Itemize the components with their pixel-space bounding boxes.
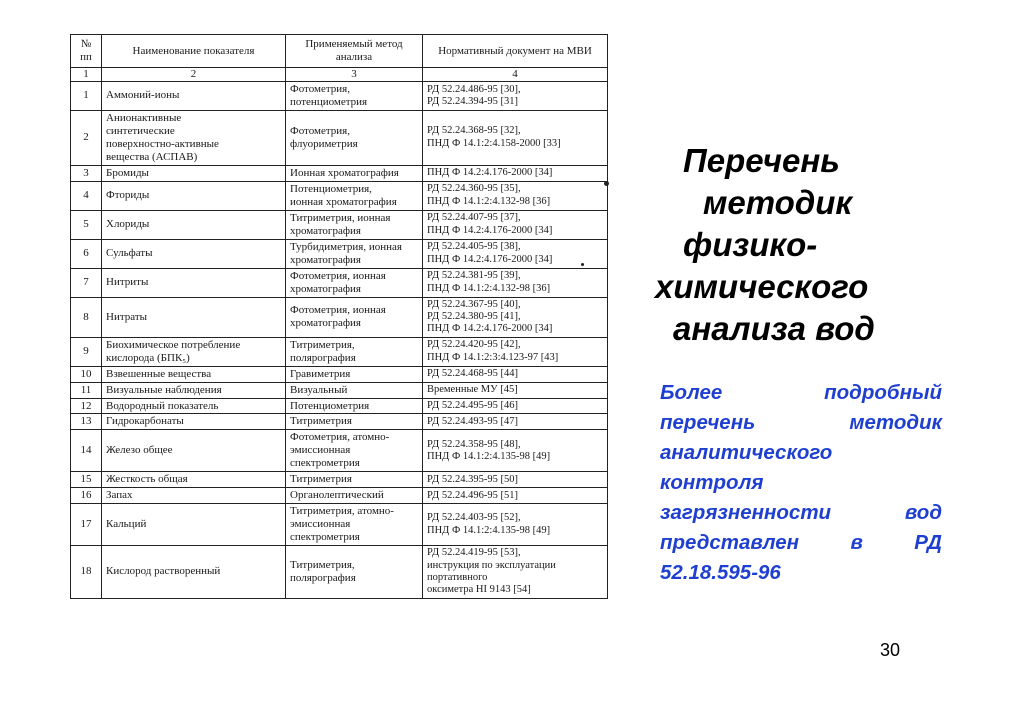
document-cell-line: РД 52.24.381-95 [39], — [427, 270, 521, 282]
method-cell-line: Титриметрия — [290, 473, 352, 486]
method-cell — [286, 504, 423, 546]
row-number: 10 — [71, 366, 102, 382]
note-line — [660, 408, 942, 438]
document-cell-line: РД 52.24.468-95 [44] — [427, 367, 518, 379]
document-cell-line: ПНД Ф 14.1:2:4.132-98 [36] — [427, 282, 551, 294]
document-cell — [423, 165, 608, 181]
method-cell-line: Фотометрия, ионная — [290, 269, 386, 282]
note-word: подробный — [824, 381, 942, 404]
document-cell-line: РД 52.24.496-95 [51] — [427, 489, 518, 501]
method-cell-line: Визуальный — [290, 383, 348, 396]
scan-speck — [581, 263, 584, 266]
document-cell-line: РД 52.24.419-95 [53], — [427, 547, 521, 559]
method-cell-line: хроматография — [290, 224, 361, 237]
indicator-cell-line: Визуальные наблюдения — [106, 383, 222, 396]
method-cell-line: Органолептический — [290, 489, 384, 502]
indicator-cell-line: Биохимическое потребление — [106, 338, 241, 351]
table-row — [71, 268, 608, 297]
header-method: Применяемый метод анализа — [286, 35, 423, 68]
method-cell — [286, 110, 423, 165]
header-num: № пп — [71, 35, 102, 68]
indicator-cell — [102, 366, 286, 382]
indicator-cell — [102, 268, 286, 297]
document-cell — [423, 382, 608, 398]
document-cell-line: РД 52.24.495-95 [46] — [427, 399, 518, 411]
document-cell-line: РД 52.24.358-95 [48], — [427, 438, 521, 450]
method-cell-line: Титриметрия, — [290, 558, 355, 571]
indicator-cell-line: Железо общее — [106, 444, 173, 457]
document-cell — [423, 210, 608, 239]
table-row — [71, 472, 608, 488]
document-cell-line: РД 52.24.493-95 [47] — [427, 415, 518, 427]
method-cell — [286, 337, 423, 366]
method-cell-line: Потенциометрия — [290, 399, 370, 412]
document-cell-line: ПНД Ф 14.1:2:4.135-98 [49] — [427, 524, 551, 536]
table-row — [71, 81, 608, 110]
indicator-cell-line: кислорода (БПК₅) — [106, 351, 190, 364]
method-cell-line: Титриметрия, — [290, 338, 355, 351]
slide-title — [655, 140, 945, 350]
table-row — [71, 414, 608, 430]
document-cell — [423, 546, 608, 599]
document-cell-line: РД 52.24.360-95 [35], — [427, 183, 521, 195]
document-cell — [423, 297, 608, 337]
document-cell — [423, 366, 608, 382]
method-cell — [286, 382, 423, 398]
row-number: 2 — [71, 110, 102, 165]
method-cell-line: ионная хроматография — [290, 195, 397, 208]
row-number: 6 — [71, 239, 102, 268]
note-word: аналитического — [660, 441, 833, 464]
method-cell — [286, 210, 423, 239]
indicator-cell — [102, 382, 286, 398]
table-row — [71, 430, 608, 472]
indicator-cell — [102, 81, 286, 110]
method-cell-line: Фотометрия, атомно- — [290, 431, 390, 444]
method-cell-line: Титриметрия, ионная — [290, 211, 391, 224]
table-body — [71, 81, 608, 598]
document-cell-line: ПНД Ф 14.1:2:4.158-2000 [33] — [427, 137, 561, 149]
row-number: 3 — [71, 165, 102, 181]
document-cell — [423, 110, 608, 165]
method-cell-line: Гравиметрия — [290, 367, 351, 380]
table-row — [71, 366, 608, 382]
row-number: 1 — [71, 81, 102, 110]
document-cell-line: РД 52.24.395-95 [50] — [427, 473, 518, 485]
indicator-cell-line: Кислород растворенный — [106, 565, 221, 578]
indicator-cell-line: Сульфаты — [106, 247, 153, 260]
table-row — [71, 239, 608, 268]
index-cell: 2 — [102, 68, 286, 82]
method-cell — [286, 472, 423, 488]
method-cell — [286, 165, 423, 181]
row-number: 17 — [71, 504, 102, 546]
indicator-cell — [102, 546, 286, 599]
row-number: 14 — [71, 430, 102, 472]
document-cell-line: РД 52.24.367-95 [40], — [427, 298, 521, 310]
indicator-cell-line: синтетические — [106, 124, 175, 137]
row-number: 12 — [71, 398, 102, 414]
indicator-cell — [102, 472, 286, 488]
method-cell — [286, 488, 423, 504]
method-cell — [286, 398, 423, 414]
indicator-cell-line: Взвешенные вещества — [106, 367, 212, 380]
indicator-cell — [102, 297, 286, 337]
indicator-cell-line: Нитриты — [106, 276, 149, 289]
method-cell-line: хроматография — [290, 253, 361, 266]
indicator-cell-line: поверхностно-активные — [106, 137, 219, 150]
document-cell-line: портативного — [427, 571, 488, 583]
document-cell-line: инструкция по эксплуатации — [427, 559, 556, 571]
row-number: 15 — [71, 472, 102, 488]
page-number: 30 — [880, 640, 901, 660]
method-cell-line: Титриметрия — [290, 415, 352, 428]
table-row — [71, 382, 608, 398]
method-cell-line: Фотометрия, — [290, 124, 350, 137]
note-line — [660, 498, 942, 528]
title-line: физико- — [683, 226, 818, 263]
indicator-cell — [102, 181, 286, 210]
method-cell-line: хроматография — [290, 317, 361, 330]
indicator-cell — [102, 239, 286, 268]
method-cell — [286, 297, 423, 337]
reference-note — [660, 378, 942, 588]
indicator-cell — [102, 398, 286, 414]
document-cell-line: РД 52.24.403-95 [52], — [427, 512, 521, 524]
method-cell-line: Фотометрия, — [290, 82, 350, 95]
index-cell: 3 — [286, 68, 423, 82]
table-row — [71, 165, 608, 181]
method-cell-line: флуориметрия — [290, 137, 358, 150]
note-line — [660, 378, 942, 408]
indicator-cell — [102, 337, 286, 366]
title-line: Перечень — [683, 142, 840, 179]
note-line — [660, 528, 942, 558]
document-cell — [423, 239, 608, 268]
document-cell-line: ПНД Ф 14.2:4.176-2000 [34] — [427, 167, 553, 179]
indicator-cell-line: Хлориды — [106, 218, 150, 231]
note-word: перечень — [660, 411, 756, 434]
document-cell-line: РД 52.24.407-95 [37], — [427, 212, 521, 224]
note-line — [660, 438, 942, 468]
indicator-cell-line: Нитраты — [106, 310, 148, 323]
document-cell — [423, 488, 608, 504]
indicator-cell — [102, 414, 286, 430]
note-word: загрязненности — [660, 501, 832, 524]
indicator-cell — [102, 504, 286, 546]
method-cell-line: хроматография — [290, 282, 361, 295]
method-cell-line: Турбидиметрия, ионная — [290, 240, 402, 253]
indicator-cell-line: Фториды — [106, 189, 150, 202]
note-word: Более — [660, 381, 723, 404]
title-line: анализа вод — [673, 310, 875, 347]
method-cell — [286, 430, 423, 472]
method-cell-line: Потенциометрия, — [290, 182, 372, 195]
method-cell — [286, 414, 423, 430]
document-cell — [423, 472, 608, 488]
document-cell — [423, 430, 608, 472]
document-cell-line: оксиметра HI 9143 [54] — [427, 584, 531, 596]
scanned-methods-table — [70, 34, 610, 634]
row-number: 9 — [71, 337, 102, 366]
document-cell — [423, 398, 608, 414]
title-line: методик — [703, 184, 853, 221]
document-cell-line: РД 52.24.405-95 [38], — [427, 241, 521, 253]
row-number: 8 — [71, 297, 102, 337]
note-word: методик — [849, 411, 942, 434]
note-word: в — [850, 531, 863, 554]
table-row — [71, 181, 608, 210]
table-row — [71, 398, 608, 414]
document-cell-line: РД 52.24.486-95 [30], — [427, 83, 521, 95]
note-word: РД — [914, 531, 942, 554]
method-cell-line: эмиссионная — [290, 518, 351, 531]
indicator-cell-line: вещества (АСПАВ) — [106, 150, 198, 163]
method-cell — [286, 81, 423, 110]
indicator-cell-line: Водородный показатель — [106, 399, 219, 412]
document-cell-line: РД 52.24.420-95 [42], — [427, 339, 521, 351]
note-word: контроля — [660, 471, 764, 494]
method-cell — [286, 366, 423, 382]
method-cell-line: полярография — [290, 351, 356, 364]
indicator-cell — [102, 165, 286, 181]
indicator-cell — [102, 110, 286, 165]
table-row — [71, 210, 608, 239]
indicator-cell-line: Кальций — [106, 518, 147, 531]
scan-speck — [604, 181, 609, 186]
indicator-cell-line: Жесткость общая — [106, 473, 188, 486]
indicator-cell-line: Бромиды — [106, 166, 149, 179]
document-cell — [423, 81, 608, 110]
document-cell — [423, 414, 608, 430]
document-cell — [423, 504, 608, 546]
indicator-cell — [102, 488, 286, 504]
method-cell-line: полярография — [290, 571, 356, 584]
title-line: химического — [655, 268, 869, 305]
methods-table — [70, 34, 608, 599]
method-cell-line: Титриметрия, атомно- — [290, 505, 394, 518]
document-cell-line: ПНД Ф 14.1:2:4.132-98 [36] — [427, 195, 551, 207]
indicator-cell-line: Аммоний-ионы — [106, 89, 180, 102]
row-number: 18 — [71, 546, 102, 599]
document-cell-line: РД 52.24.394-95 [31] — [427, 95, 518, 107]
method-cell-line: Ионная хроматография — [290, 166, 399, 179]
document-cell-line: ПНД Ф 14.2:4.176-2000 [34] — [427, 253, 553, 265]
note-line — [660, 558, 942, 588]
document-cell-line: Временные МУ [45] — [427, 383, 518, 395]
note-word: представлен — [660, 531, 800, 554]
indicator-cell-line: Гидрокарбонаты — [106, 415, 184, 428]
row-number: 4 — [71, 181, 102, 210]
method-cell-line: спектрометрия — [290, 457, 360, 470]
table-row — [71, 337, 608, 366]
document-cell-line: РД 52.24.368-95 [32], — [427, 125, 521, 137]
document-cell — [423, 337, 608, 366]
method-cell — [286, 546, 423, 599]
method-cell-line: потенциометрия — [290, 95, 368, 108]
indicator-cell-line: Анионактивные — [106, 111, 182, 124]
row-number: 5 — [71, 210, 102, 239]
document-cell-line: ПНД Ф 14.2:4.176-2000 [34] — [427, 224, 553, 236]
row-number: 16 — [71, 488, 102, 504]
column-index-row — [71, 68, 608, 82]
method-cell-line: спектрометрия — [290, 531, 360, 544]
index-cell: 4 — [423, 68, 608, 82]
method-cell-line: эмиссионная — [290, 444, 351, 457]
header-document: Нормативный документ на МВИ — [423, 35, 608, 68]
table-row — [71, 546, 608, 599]
row-number: 13 — [71, 414, 102, 430]
row-number: 11 — [71, 382, 102, 398]
document-cell — [423, 268, 608, 297]
indicator-cell — [102, 430, 286, 472]
document-cell-line: ПНД Ф 14.1:2:4.135-98 [49] — [427, 450, 551, 462]
note-line — [660, 468, 942, 498]
header-indicator: Наименование показателя — [102, 35, 286, 68]
method-cell — [286, 268, 423, 297]
document-cell — [423, 181, 608, 210]
table-row — [71, 504, 608, 546]
method-cell — [286, 239, 423, 268]
note-word: 52.18.595-96 — [660, 561, 781, 584]
document-cell-line: РД 52.24.380-95 [41], — [427, 310, 521, 322]
indicator-cell — [102, 210, 286, 239]
document-cell-line: ПНД Ф 14.2:4.176-2000 [34] — [427, 323, 553, 335]
method-cell — [286, 181, 423, 210]
indicator-cell-line: Запах — [106, 489, 133, 502]
index-cell: 1 — [71, 68, 102, 82]
note-word: вод — [904, 501, 942, 524]
method-cell-line: Фотометрия, ионная — [290, 304, 386, 317]
table-header-row — [71, 35, 608, 68]
table-row — [71, 110, 608, 165]
table-row — [71, 297, 608, 337]
row-number: 7 — [71, 268, 102, 297]
document-cell-line: ПНД Ф 14.1:2:3:4.123-97 [43] — [427, 351, 559, 363]
table-row — [71, 488, 608, 504]
